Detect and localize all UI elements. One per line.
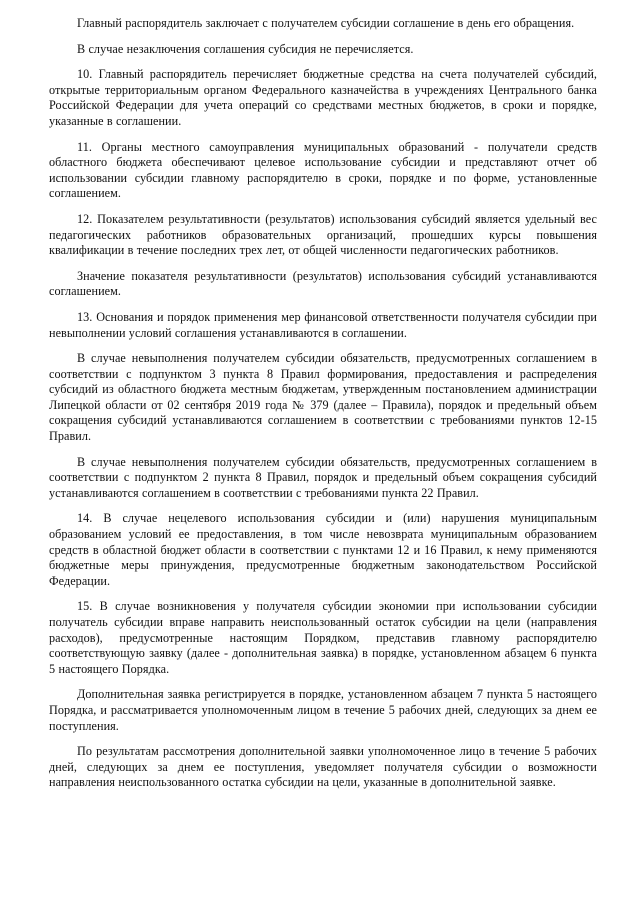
- paragraph-item-12: 12. Показателем результативности (результатов) использования субсидий является удельный вес педагогических работников образовательных организаций, прошедших курсы повышения квалификации в течение последних трех лет, от общей численности педагогических работников.: [49, 211, 597, 258]
- paragraph-agreement-day: Главный распорядитель заключает с получателем субсидии соглашение в день его обращения.: [77, 16, 575, 30]
- paragraph-item-10: 10. Главный распорядитель перечисляет бюджетные средства на счета получателей субсидий, открытые территориальным органом Федерального казначейства в учреждениях Центрального банка Российской Федерации для учета операций со средствами местных бюджетов, в сроки и порядке, указанные в соглашении.: [49, 67, 597, 128]
- paragraph-additional-request: Дополнительная заявка регистрируется в порядке, установленном абзацем 7 пункта 5 настоящего Порядка, и рассматривается уполномоченным лицом в течение 5 рабочих дней, следующих за днем ее поступления.: [49, 687, 597, 733]
- paragraph-subpoint-2: В случае невыполнения получателем субсидии обязательств, предусмотренных соглашением в соответствии с подпунктом 2 пункта 8 Правил, порядок и предельный объем сокращения субсидий устанавливаются соглашением в соответствии с требованиями пункта 22 Правил.: [49, 454, 597, 500]
- paragraph-item-14: 14. В случае нецелевого использования субсидии и (или) нарушения муниципальным образованием условий ее предоставления, в том числе невозврата муниципальным образованием средств в областной бюджет области в соответствии с пунктами 12 и 16 Правил, к нему применяются бюджетные меры принуждения, предусмотренные бюджетным законодательством Российской Федерации.: [49, 511, 597, 588]
- paragraph-item-13: 13. Основания и порядок применения мер финансовой ответственности получателя субсидии при невыполнении условий соглашения устанавливаются в соглашении.: [49, 309, 597, 340]
- paragraph-no-agreement: В случае незаключения соглашения субсидия не перечисляется.: [77, 41, 414, 56]
- paragraph-item-11: 11. Органы местного самоуправления муниципальных образований - получатели средств областного бюджета обеспечивают целевое использование субсидии и представляют отчет об использовании субсидии главному распорядителю в сроки, порядке и по форме, установленные соглашением.: [49, 139, 597, 201]
- document-body: [49, 16, 597, 801]
- paragraph-review-results: По результатам рассмотрения дополнительной заявки уполномоченное лицо в течение 5 рабочих дней, следующих за днем ее поступления, уведомляет получателя субсидии о возможности направления неиспользованного остатка субсидии на цели, указанные в дополнительной заявке.: [49, 744, 597, 790]
- paragraph-item-15: 15. В случае возникновения у получателя субсидии экономии при использовании субсидии получатель субсидии вправе направить неиспользованный остаток субсидии на цели (направления расходов), предусмотренные настоящим Порядком, представив главному распорядителю соответствующую заявку (далее - дополнительная заявка) в порядке, установленном абзацем 6 пункта 5 настоящего Порядка.: [49, 599, 597, 676]
- paragraph-indicator-value: Значение показателя результативности (результатов) использования субсидий устанавливаются соглашением.: [49, 268, 597, 299]
- paragraph-subpoint-3: В случае невыполнения получателем субсидии обязательств, предусмотренных соглашением в соответствии с подпунктом 3 пункта 8 Правил формирования, предоставления и распределения субсидий из областного бюджета местным бюджетам, утвержденным постановлением администрации Липецкой области от 02 сентября 2019 года № 379 (далее – Правила), порядок и предельный объем сокращения субсидий устанавливаются соглашением в соответствии с требованиями пунктов 12-15 Правил.: [49, 351, 597, 444]
